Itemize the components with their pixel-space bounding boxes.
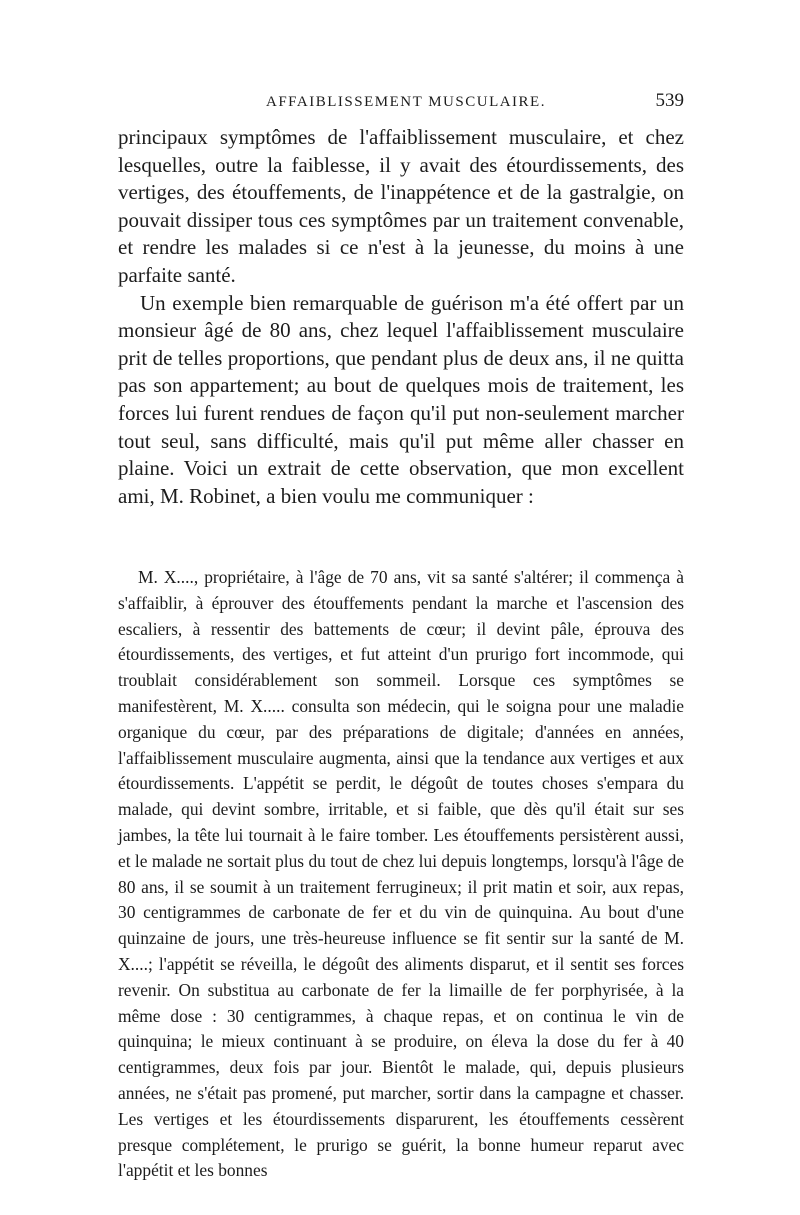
- paragraph-continuation: principaux symptômes de l'affaiblissement musculaire, et chez lesquelles, outre la faiblesse, il y avait des étourdissements, des vertiges, des étouffements, de l'inappétence et de la gastralgie, on pouvait dissiper tous ces symptômes par un traitement convenable, et rendre les malades si ce n'est à la jeunesse, du moins à une parfaite santé.: [118, 125, 684, 287]
- observation-paragraph: M. X...., propriétaire, à l'âge de 70 ans, vit sa santé s'altérer; il commença à s'affaiblir, à éprouver des étouffements pendant la marche et l'ascension des escaliers, à ressentir des battements de cœur; il devint pâle, éprouva des étourdissements, des vertiges, et fut atteint d'un prurigo fort incommode, qui troublait considérablement son sommeil. Lorsque ces symptômes se manifestèrent, M. X..... consulta son médecin, qui le soigna pour une maladie organique du cœur, par des préparations de digitale; d'années en années, l'affaiblissement musculaire augmenta, ainsi que la tendance aux vertiges et aux étourdissements. L'appétit se perdit, le dégoût de toutes choses s'empara du malade, qui devint sombre, irritable, et si faible, que dès qu'il était sur ses jambes, la tête lui tournait à le faire tomber. Les étouffements persistèrent aussi, et le malade ne sortait plus du tout de chez lui depuis longtemps, lorsqu'à l'âge de 80 ans, il se soumit à un traitement ferrugineux; il prit matin et soir, aux repas, 30 centigrammes de carbonate de fer et du vin de quinquina. Au bout d'une quinzaine de jours, une très-heureuse influence se fit sentir sur la santé de M. X....; l'appétit se réveilla, le dégoût des aliments disparut, et il sentit ses forces revenir. On substitua au carbonate de fer la limaille de fer porphyrisée, à la même dose : 30 centigrammes, à chaque repas, et on continua le vin de quinquina; le mieux continuant à se produire, on éleva la dose du fer à 40 centigrammes, deux fois par jour. Bientôt le malade, qui, depuis plusieurs années, ne s'était pas promené, put marcher, sortir dans la campagne et chasser. Les vertiges et les étourdissements disparurent, les étouffements cessèrent presque complétement, le prurigo se guérit, la bonne humeur reparut avec l'appétit et les bonnes: [118, 567, 684, 1181]
- main-text: [118, 124, 684, 510]
- running-title: AFFAIBLISSEMENT MUSCULAIRE.: [266, 94, 546, 110]
- observation-extract: [118, 565, 684, 1184]
- page-number: 539: [655, 90, 684, 111]
- paragraph-example: Un exemple bien remarquable de guérison m'a été offert par un monsieur âgé de 80 ans, chez lequel l'affaiblissement musculaire prit de telles proportions, que pendant plus de deux ans, il ne quitta pas son appartement; au bout de quelques mois de traitement, les forces lui furent rendues de façon qu'il put non-seulement marcher tout seul, sans difficulté, mais qu'il put même aller chasser en plaine. Voici un extrait de cette observation, que mon excellent ami, M. Robinet, a bien voulu me communiquer :: [118, 290, 684, 508]
- page-header: [118, 90, 684, 120]
